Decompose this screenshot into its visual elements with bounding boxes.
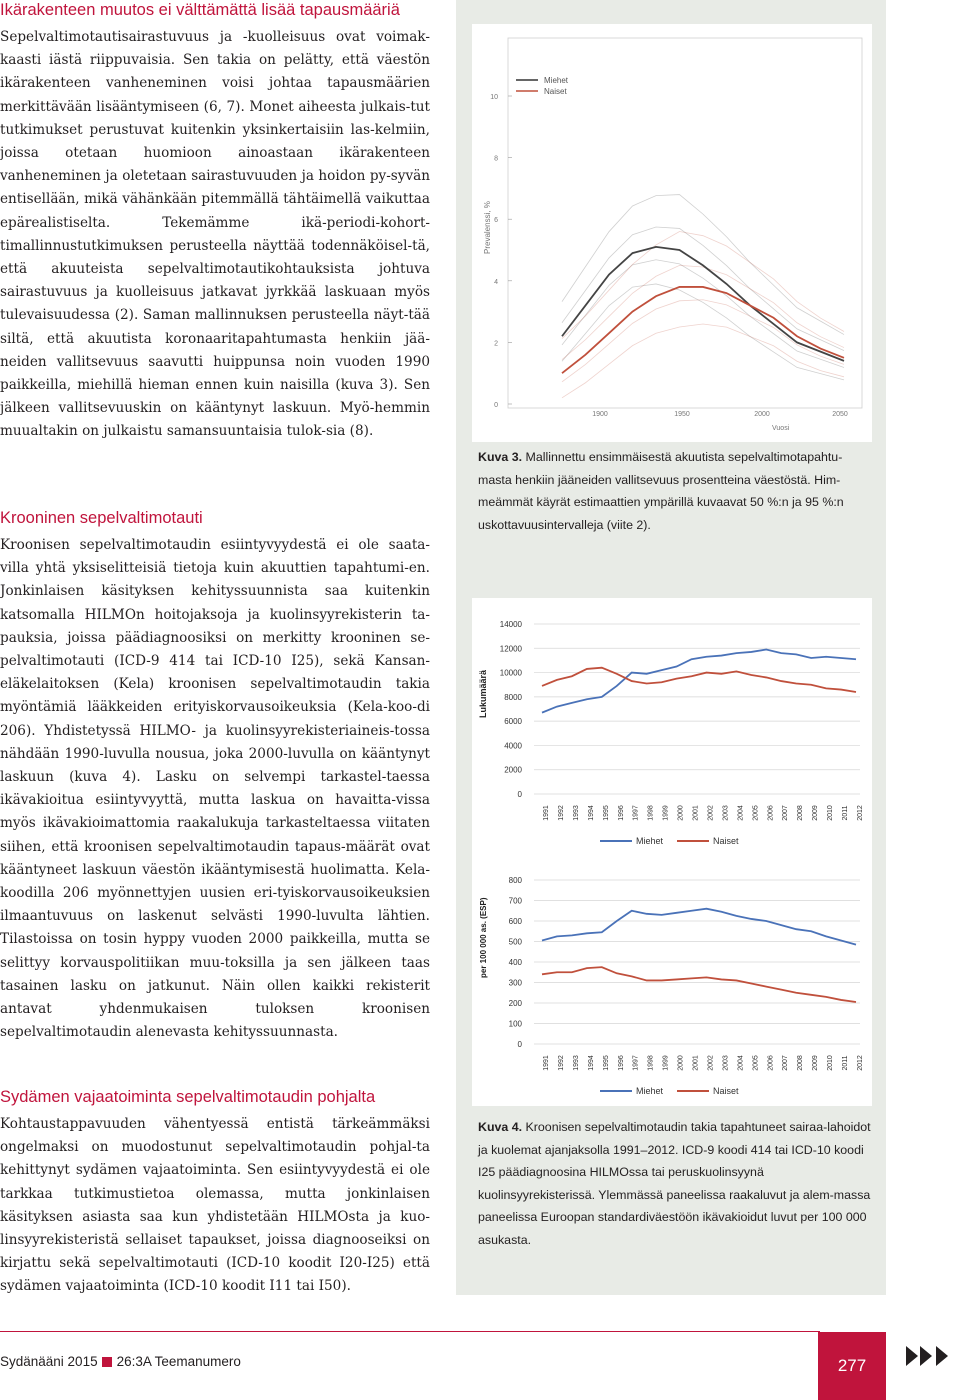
chart4b-xtick: 2004 — [737, 1055, 745, 1071]
chart4a-xtick: 2009 — [812, 805, 820, 821]
chart4b-xtick: 1991 — [543, 1055, 550, 1071]
chart4a-ytick: 6000 — [504, 717, 522, 727]
chart4b-legend-men: Miehet — [636, 1086, 664, 1096]
chart3-xtick: 1950 — [674, 411, 690, 418]
chart4a-xtick: 2012 — [857, 805, 864, 821]
figure-4-caption — [478, 1116, 874, 1252]
section-heading-heart-failure: Sydämen vajaatoiminta sepelvaltimotaudin pohjalta — [0, 1088, 376, 1106]
chart4b-legend-women: Naiset — [713, 1086, 739, 1096]
chart3-ytick: 8 — [494, 155, 498, 163]
chart3-ytick: 6 — [494, 217, 498, 225]
chart4b-xtick: 2012 — [857, 1055, 864, 1071]
chart4b-ytick: 100 — [508, 1019, 522, 1029]
figure-3-caption — [478, 446, 874, 536]
chart4a-xtick: 1996 — [617, 805, 625, 821]
next-page-arrows-icon[interactable] — [904, 1344, 960, 1368]
chart4a-ylabel: Lukumäärä — [478, 669, 488, 718]
chart4a-xtick: 1999 — [662, 805, 670, 821]
chart4b-xtick: 2009 — [812, 1055, 820, 1071]
chart4b-legend — [600, 1086, 739, 1096]
chart4a-xtick: 1998 — [647, 805, 655, 821]
chart4a-xtick: 2010 — [827, 805, 835, 821]
chart4a-xtick: 2001 — [692, 805, 700, 821]
footer-publication — [0, 1354, 241, 1369]
chart4b-ytick: 700 — [508, 896, 522, 906]
chart4a-xtick: 2002 — [707, 805, 715, 821]
chart3-ytick: 0 — [494, 402, 498, 409]
chart4b-ytick: 500 — [508, 937, 522, 947]
chart4b-ytick: 300 — [508, 978, 522, 988]
chart4b-ytick: 200 — [508, 999, 522, 1008]
chart3-legend-women: Naiset — [544, 87, 567, 96]
chart4b-ylabel: per 100 000 as. (ESP) — [479, 897, 488, 978]
chart4a-ytick: 12000 — [499, 644, 522, 654]
chart4b-ytick: 600 — [508, 917, 522, 926]
chart4a-xtick: 1993 — [572, 805, 580, 821]
chart4a-xtick: 1997 — [632, 805, 640, 821]
chart3-ytick: 4 — [494, 278, 498, 286]
issue-name: 26:3A Teemanumero — [116, 1354, 241, 1369]
figure-4-charts — [472, 598, 872, 1106]
page-number: 277 — [837, 1356, 867, 1375]
section-heading-age-structure: Ikärakenteen muutos ei välttämättä lisää tapausmääriä — [0, 1, 400, 19]
chart3-legend-men: Miehet — [544, 76, 569, 85]
figure-3-label: Kuva 3. — [478, 450, 523, 464]
chart4a-xtick: 2003 — [722, 805, 730, 821]
chart3-ytick: 2 — [494, 340, 498, 348]
chart4a-ytick: 2000 — [504, 765, 522, 775]
chart4b-xtick: 2000 — [677, 1055, 685, 1071]
prevalence-chart — [472, 24, 872, 442]
chart4b-xtick: 2006 — [767, 1055, 775, 1071]
figure-3-caption-text: Mallinnettu ensimmäisestä akuutista sepelvaltimotapahtu-masta henkiin jääneiden vallitsevuus prosentteina väestöstä. Him-meämmät käyrät estimaattien ympärillä kuvaavat 50 %:n ja 95 %:n uskottavuusintervalleja (viite 2). — [478, 450, 844, 532]
chart4a-xtick: 2006 — [767, 805, 775, 821]
chart4b-ytick: 800 — [508, 876, 522, 885]
chart4a-xtick: 2007 — [782, 805, 790, 821]
chart4a-xtick: 2005 — [752, 805, 760, 821]
chart4b-xtick: 1996 — [617, 1055, 625, 1071]
footer-rule — [0, 1331, 820, 1332]
chart4a-legend-men: Miehet — [636, 836, 664, 846]
figure-4-label: Kuva 4. — [478, 1120, 523, 1134]
chart3-xtick: 2050 — [832, 411, 848, 418]
chart4a-xtick: 1995 — [602, 805, 610, 821]
chart4b-series-women — [542, 967, 856, 1002]
section-body-chronic: Kroonisen sepelvaltimotaudin esiintyvyydestä ei ole saata-villa yhtä yksiselitteisiä tietoja kuin akuuttien tapahtumi-en. Jonkinlaisen käsityksen kehityssuunnista saa kuitenkin katsomalla HILMOn hoitojaksoja ja kuolinsyyrekisterin ta-pauksia, joissa päädiagnoosiksi on merkitty krooninen se-pelvaltimotauti (ICD-9 414 tai ICD-10 I25), sekä Kansan-eläkelaitoksen (Kela) kroonisen sepelvaltimotaudin takia myöntämiä lääkkeiden erityiskorvausoikeuksia (Kela-koo-di 206). Yhdistetyssä HILMO- ja kuolinsyyrekisteriaineis-tossa nähdään 1990-luvulla nousua, joka 2000-luvulla on kääntynyt laskuun (kuva 4). Lasku on selvempi tarkastel-taessa ikävakioitua esiintyvyyttä, mutta laskua on havaitta-vissa myös ikävakioimattomia raakalukuja tarkasteltaessa viitaten siihen, että kroonisen sepelvaltimotaudin tapaus-määrät ovat kääntyneet laskuun väestön ikääntymisestä huolimatta. Kela-koodilla 206 myönnettyjen uusien eri-tyiskorvausoikeuksien ilmaantuvuus on laskenut selvästi 1990-luvulta lähtien. Tilastoissa on tosin hyppy vuoden 2000 paikkeilla, mutta se selittyy korvauspolitiikan muu-toksilla ja sen jälkeen taas tasainen lasku on jatkunut. Näin ollen kaikki rekisterit antavat yhdenmukaisen tuloksen kroonisen sepelvaltimotaudin alenevasta kehityssuunnasta. — [0, 537, 430, 1041]
chart4b-xtick: 1993 — [572, 1055, 580, 1071]
chronic-cases-charts — [472, 598, 872, 1106]
chart4b-xtick: 1992 — [557, 1055, 565, 1071]
chart4b-xtick: 1997 — [632, 1055, 640, 1071]
chart4a-legend — [600, 836, 739, 846]
chart4a-xtick: 2000 — [677, 805, 685, 821]
chart3-ylabel: Prevalenssi, % — [483, 201, 492, 254]
chart4b-xtick: 2005 — [752, 1055, 760, 1071]
section-body-heart-failure: Kohtaustappavuuden vähentyessä entistä tärkeämmäksi ongelmaksi on muodostunut sepelvaltimotaudin pohjal-ta kehittynyt sydämen vajaatoiminta. Sen esiintyvyydestä ei ole tarkkaa tutkimustietoa olemassa, mutta jonkinlaisen käsityksen asiasta saa kun yhdistetään HILMOsta ja kuo-linsyyrekisteristä sellaiset tapaukset, joissa diagnooseiksi on kirjattu sekä sepelvaltimotauti (ICD-10 koodit I20-I25) että sydämen vajaatoiminta (ICD-10 koodit I11 tai I50). — [0, 1116, 430, 1295]
chart4b-ytick: 0 — [517, 1040, 522, 1049]
chart4b-xtick: 2002 — [707, 1055, 715, 1071]
chart4a-ytick: 14000 — [499, 620, 522, 629]
chart3-xtick: 1900 — [592, 411, 608, 418]
chart4b-xtick: 2010 — [827, 1055, 835, 1071]
chart3-xlabel: Vuosi — [772, 425, 790, 432]
magazine-name: Sydänääni 2015 — [0, 1354, 98, 1369]
chart4a-xtick: 1991 — [543, 805, 550, 821]
chart4b-xtick: 1995 — [602, 1055, 610, 1071]
chart4a-legend-women: Naiset — [713, 836, 739, 846]
figure-3-chart — [472, 24, 872, 442]
figure-4-caption-text: Kroonisen sepelvaltimotaudin takia tapahtuneet sairaa-lahoidot ja kuolemat ajanjaksolla 1991–2012. ICD-9 koodi 414 tai ICD-10 koodi I25 päädiagnoosina HILMOssa tai peruskuolinsyynä kuolinsyyrekisterissä. Ylemmässä paneelissa raakaluvut ja alem-massa paneelissa Euroopan standardiväestöön ikävakioidut luvut per 100 000 asukasta. — [478, 1120, 871, 1247]
chart4b-xtick: 2003 — [722, 1055, 730, 1071]
chart4a-xtick: 2008 — [797, 805, 805, 821]
chart4b-xtick: 2011 — [842, 1055, 850, 1071]
chart4b-xtick: 2008 — [797, 1055, 805, 1071]
chart4a-ytick: 10000 — [499, 668, 522, 678]
chart4a-series-men — [542, 650, 856, 713]
chart4a-series-women — [542, 668, 856, 692]
chart4b-xtick: 1998 — [647, 1055, 655, 1071]
chart4b-xtick: 1999 — [662, 1055, 670, 1071]
chart4a-ytick: 0 — [517, 790, 522, 799]
chart4b-xtick: 2001 — [692, 1055, 700, 1071]
separator-square-icon — [102, 1357, 112, 1367]
chart4a-ytick: 8000 — [504, 692, 522, 702]
chart4a-xtick: 1994 — [587, 805, 595, 821]
chart4b-series-men — [542, 909, 856, 945]
chart3-ytick: 10 — [490, 94, 498, 101]
chart4a-xtick: 2004 — [737, 805, 745, 821]
chart4b-xtick: 2007 — [782, 1055, 790, 1071]
chart4b-ytick: 400 — [508, 958, 522, 967]
chart4a-ytick: 4000 — [504, 741, 522, 751]
section-body-age-structure: Sepelvaltimotautisairastuvuus ja -kuolleisuus ovat voimak-kaasti iästä riippuvaisia. Sen takia on pelätty, että väestön ikärakenteen vanheneminen voisi johtaa tapausmäärien merkittävään lisääntymiseen (6, 7). Monet aiheesta julkais-tut tutkimukset perustuvat kuitenkin yksinkertaisiin las-kelmiin, joissa otetaan huomioon ainoastaan ikärakenteen vanheneminen ja oletetaan sairastuvuuden ja hoidon py-syvän entisellään, mikä vähänkään pitemmällä tähtäimellä vaikuttaa epärealistiselta. Tekemämme ikä-periodi-kohort-timallinnustutkimuksen perusteella näyttää todennäköisel-tä, että akuuteista sepelvaltimotautikohtauksista johtuva sairastuvuus ja kuolleisuus jatkavat jyrkkää laskuaan myös tulevaisuudessa (2). Saman mallinnuksen perusteella näyt-tää siltä, että akuutista koronaaritapahtumasta henkiin jää-neiden vallitsevuus saavutti huippunsa noin vuoden 1990 paikkeilla, miehillä hieman ennen kuin naisilla (kuva 3). Sen jälkeen vallitsevuuskin on kääntynyt laskuun. Myö-hemmin muualtakin on julkaistu samansuuntaisia tulok-sia (8). — [0, 29, 430, 440]
chart3-xtick: 2000 — [754, 411, 770, 418]
section-heading-chronic: Krooninen sepelvaltimotauti — [0, 509, 203, 527]
chart4b-xtick: 1994 — [587, 1055, 595, 1071]
chart4a-xtick: 2011 — [842, 805, 850, 821]
chart4a-xtick: 1992 — [557, 805, 565, 821]
